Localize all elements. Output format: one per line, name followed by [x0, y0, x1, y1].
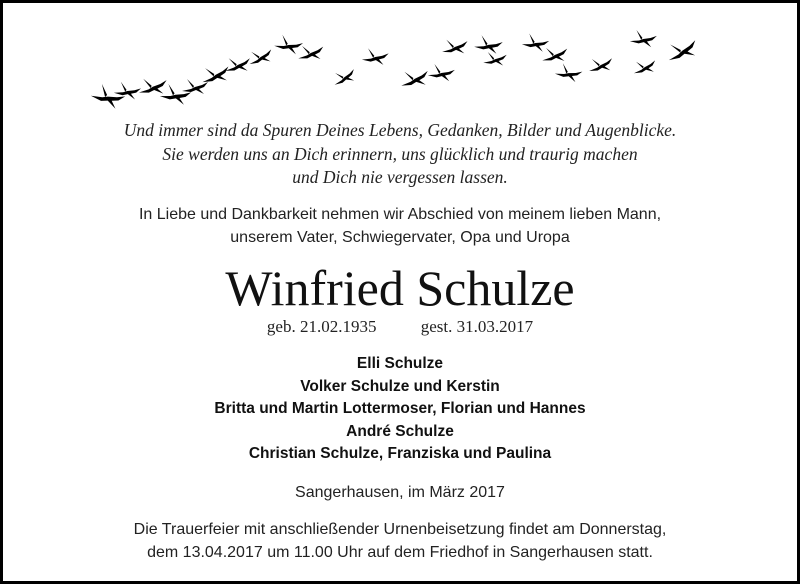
mourner-entry: Volker Schulze und Kerstin — [300, 377, 500, 395]
crane-silhouette-icon — [587, 55, 614, 73]
death-date: gest. 31.03.2017 — [420, 317, 534, 336]
funeral-service-info — [3, 518, 797, 564]
crane-silhouette-icon — [247, 47, 275, 67]
crane-silhouette-icon — [427, 63, 455, 81]
mourner-entry: Britta und Martin Lottermoser, Florian und Hannes — [214, 400, 586, 417]
crane-silhouette-icon — [362, 48, 389, 66]
birth-date: geb. 21.02.1935 — [266, 317, 377, 336]
crane-silhouette-icon — [541, 46, 568, 64]
crane-silhouette-icon — [331, 67, 358, 88]
intro-line: unserem Vater, Schwiegervater, Opa und Uropa — [230, 229, 570, 246]
deceased-name: Winfried Schulze — [225, 260, 575, 316]
poem-line: und Dich nie vergessen lassen. — [292, 167, 508, 187]
mourners-list — [3, 353, 797, 466]
mourner-entry: Elli Schulze — [356, 355, 444, 372]
crane-silhouette-icon — [200, 63, 231, 85]
crane-silhouette-icon — [224, 55, 252, 73]
crane-silhouette-icon — [483, 52, 506, 66]
crane-silhouette-icon — [632, 58, 658, 76]
crane-silhouette-icon — [159, 83, 192, 106]
crane-silhouette-icon — [399, 68, 430, 89]
mourner-entry: Christian Schulze, Franziska und Paulina — [248, 445, 552, 462]
mourner-entry: André Schulze — [346, 422, 454, 440]
crane-silhouette-icon — [629, 29, 657, 47]
place-and-date: Sangerhausen, im März 2017 — [295, 484, 505, 501]
crane-silhouette-icon — [90, 82, 127, 111]
crane-silhouette-icon — [474, 34, 504, 54]
poem-line: Sie werden uns an Dich erinnern, uns glücklich und traurig machen — [162, 143, 638, 164]
crane-silhouette-icon — [521, 33, 550, 53]
service-line: dem 13.04.2017 um 11.00 Uhr auf dem Friedhof in Sangerhausen statt. — [147, 544, 653, 561]
farewell-intro — [3, 203, 797, 249]
poem-line: Und immer sind da Spuren Deines Lebens, Gedanken, Bilder und Augenblicke. — [123, 120, 677, 140]
crane-silhouette-icon — [441, 38, 468, 55]
intro-line: In Liebe und Dankbarkeit nehmen wir Abschied von meinem lieben Mann, — [138, 206, 662, 223]
life-dates — [3, 315, 797, 339]
crane-silhouette-icon — [273, 34, 303, 56]
crane-silhouette-icon — [664, 37, 699, 64]
crane-silhouette-icon — [554, 62, 583, 83]
service-line: Die Trauerfeier mit anschließender Urnenbeisetzung findet am Donnerstag, — [133, 521, 667, 538]
crane-silhouette-icon — [182, 79, 208, 94]
crane-silhouette-icon — [138, 77, 168, 96]
flock-of-cranes-icon — [83, 17, 723, 113]
memorial-poem — [3, 119, 797, 190]
crane-silhouette-icon — [297, 44, 324, 62]
